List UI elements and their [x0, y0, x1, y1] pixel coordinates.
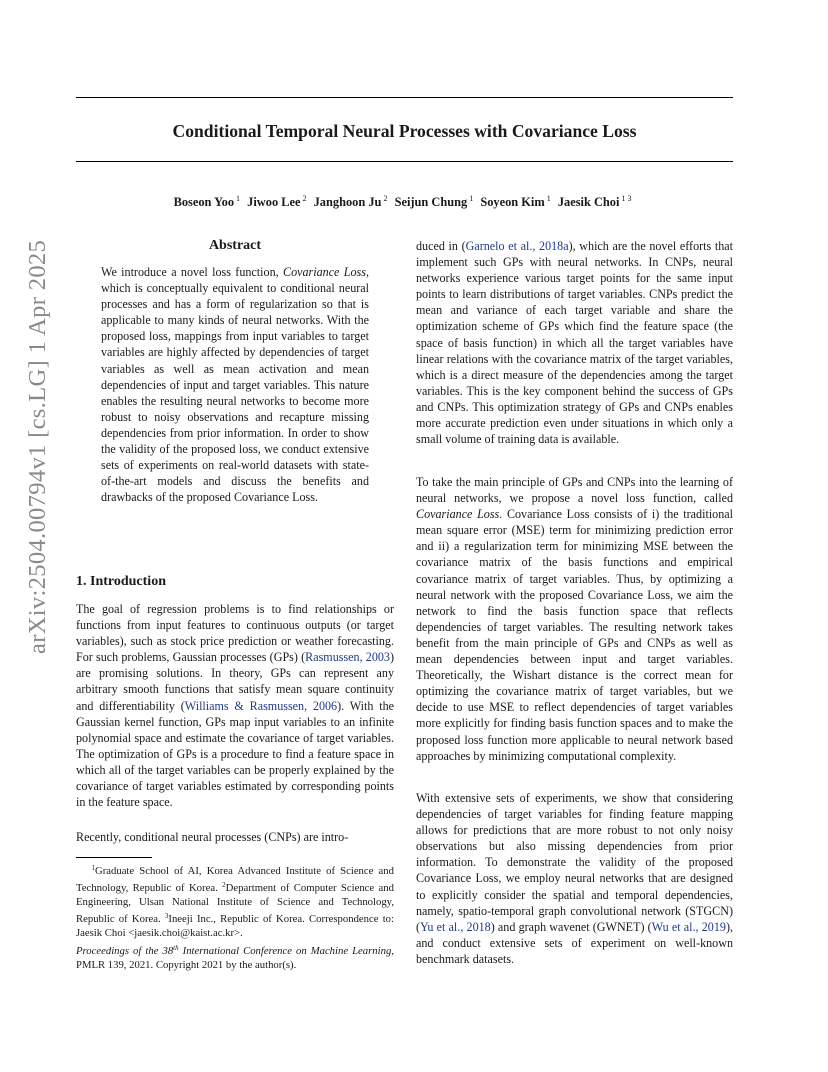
abstract-heading: Abstract — [208, 238, 262, 253]
section-heading-introduction: 1. Introduction — [76, 574, 166, 589]
author-affiliation: 1 — [546, 194, 551, 203]
citation-link[interactable]: Yu et al., 2018 — [420, 919, 491, 934]
footnote-text: Graduate School of AI, Korea Advanced Institute of Science and Technology, Republic of Korea. — [76, 865, 394, 894]
intro-paragraph-5 — [416, 790, 733, 967]
affiliation-footnote — [76, 862, 394, 941]
citation-link[interactable]: Rasmussen, 2003 — [305, 650, 390, 665]
author-list — [76, 191, 733, 210]
citation-link[interactable]: Garnelo et al., 2018a — [465, 239, 569, 253]
intro-paragraph-3 — [416, 238, 733, 447]
text-part: ) are promising solutions. In theory, GPs can represent any arbitrary smooth functions that satisfy mean square continuity and differentiability ( — [76, 650, 395, 713]
text-part: ), which are the novel efforts that implement such GPs with neural networks. In CNPs, neural networks experience various target points for the same input points to learn distributions of target variables. CNPs predict the mean and variance of each target variable and share the optimization scheme of GPs which find the feature space (the space of basis function) in which all the target variables have linear relations with the covariance matrix of the target variables, which is a direct measure of the dependencies among the target variables. This is the key component behind the success of GPs and CNPs. This optimization strategy of GPs and CNPs enables more accurate prediction even under situations in which only a small volume of training data is available. — [416, 239, 733, 447]
proceedings-note — [76, 942, 394, 973]
text-part: With extensive sets of experiments, we show that considering dependencies of target variables for finding feature mapping allows for predictions that are more robust to not only noisy observations but also missing dependencies from prior information. To demonstrate the validity of the proposed Covariance Loss, we employ neural networks that are designed to explicitly consider the spatial and temporal dependencies, namely, spatio-temporal graph convolutional network (STGCN) ( — [416, 791, 733, 934]
intro-paragraph-1 — [76, 601, 394, 810]
author-name: Seijun Chung — [394, 195, 468, 209]
intro-paragraph-2: Recently, conditional neural processes (CNPs) are intro- — [76, 830, 349, 844]
proceedings-text: , PMLR 139, 2021. Copyright 2021 by the author(s). — [76, 945, 394, 971]
arxiv-identifier: arXiv:2504.00794v1 [cs.LG] 1 Apr 2025 — [24, 239, 51, 654]
footnote-rule — [76, 857, 152, 858]
citation-link[interactable]: Williams & Rasmussen, 2006 — [184, 698, 338, 713]
text-part: ). With the Gaussian kernel function, GPs map input variables to an infinite polynomial space and estimate the covariance of target variables. The optimization of GPs is a procedure to find a feature space in which all of the target variables can be properly explained by the covariance of target variables estimated by corresponding points in the feature space. — [76, 698, 395, 810]
text-part: duced in ( — [416, 239, 466, 253]
citation-link[interactable]: Wu et al., 2019 — [651, 919, 726, 934]
author-affiliation: 1 — [236, 194, 241, 203]
author-affiliation: 2 — [383, 194, 388, 203]
author-affiliation: 2 — [302, 194, 307, 203]
footnote-text: Ineeji Inc., Republic of Korea. Correspondence to: Jaesik Choi <jaesik.choi@kaist.ac.kr>. — [76, 912, 394, 939]
footnote-marker: 3 — [164, 911, 169, 920]
abstract-text-part: We introduce a novel loss function, — [101, 265, 283, 279]
author-name: Jaesik Choi — [557, 195, 620, 209]
proceedings-text: International Conference on Machine Learning — [178, 945, 392, 957]
paper-title: Conditional Temporal Neural Processes with Covariance Loss — [172, 121, 637, 141]
abstract-emphasis: Covariance Loss — [283, 265, 366, 279]
proceedings-text: Proceedings of the 38 — [76, 945, 174, 957]
author-name: Janghoon Ju — [313, 195, 382, 209]
footnote-marker: 1 — [91, 864, 95, 872]
proceedings-sup: th — [173, 944, 179, 952]
title-rule-bottom — [76, 161, 733, 162]
footnote-marker: 2 — [222, 880, 226, 889]
text-part: ), and conduct extensive sets of experiment on well-known benchmark datasets. — [416, 919, 733, 966]
footnote-text: Department of Computer Science and Engineering, Ulsan National Institute of Science and Technology, Republic of Korea. — [76, 881, 394, 925]
intro-paragraph-4 — [416, 474, 733, 764]
abstract-body — [101, 264, 369, 505]
text-part: ) and graph wavenet (GWNET) ( — [490, 919, 652, 934]
author-name: Boseon Yoo — [173, 195, 235, 209]
text-part: The goal of regression problems is to find relationships or functions from input features to continuous outputs (or target variables), such as stock price prediction or weather forecasting. For such problems, Gaussian processes (GPs) ( — [76, 602, 394, 665]
title-rule-top — [76, 97, 733, 98]
text-part: To take the main principle of GPs and CNPs into the learning of neural networks, we propose a novel loss function, called — [416, 475, 733, 506]
author-affiliation: 1 3 — [621, 194, 632, 203]
text-emphasis: Covariance Loss — [416, 507, 500, 522]
abstract-text-part: , which is conceptually equivalent to conditional neural processes and has a form of regularization so that is applicable to many kinds of neural networks. With the proposed loss, mappings from input variables to target variables are highly affected by dependencies of target variables as well as mean activation and mean dependencies of input and target variables. This nature enables the resulting neural networks to become more robust to noisy observations and recapture missing dependencies from prior information. In order to show the validity of the proposed loss, we conduct extensive sets of experiments on real-world datasets with state-of-the-art models and discuss the benefits and drawbacks of the proposed Covariance Loss. — [101, 265, 369, 505]
author-name: Soyeon Kim — [480, 195, 545, 209]
author-affiliation: 1 — [469, 194, 474, 203]
text-part: . Covariance Loss consists of i) the traditional mean square error (MSE) term for minimizing prediction error and ii) a regularization term for minimizing MSE between the covariance matrix of the basis functions and empirical covariance matrix of target variables. Thus, by optimizing a neural network with the proposed Covariance Loss, we aim the network to find the basis function space that reflects dependencies of target variables. The resulting network takes benefit from the main principle of GPs and CNPs as well as mean dependencies between input and target variables. Theoretically, the Wishart distance is the correct mean for optimizing the covariance matrix of target variables, but we decide to use MSE to reflect dependencies of target variables more explicitly for finding basis function spaces and to make the proposed loss function more applicable to neural network based approaches by minimizing computational complexity. — [416, 507, 733, 763]
author-name: Jiwoo Lee — [247, 195, 301, 209]
